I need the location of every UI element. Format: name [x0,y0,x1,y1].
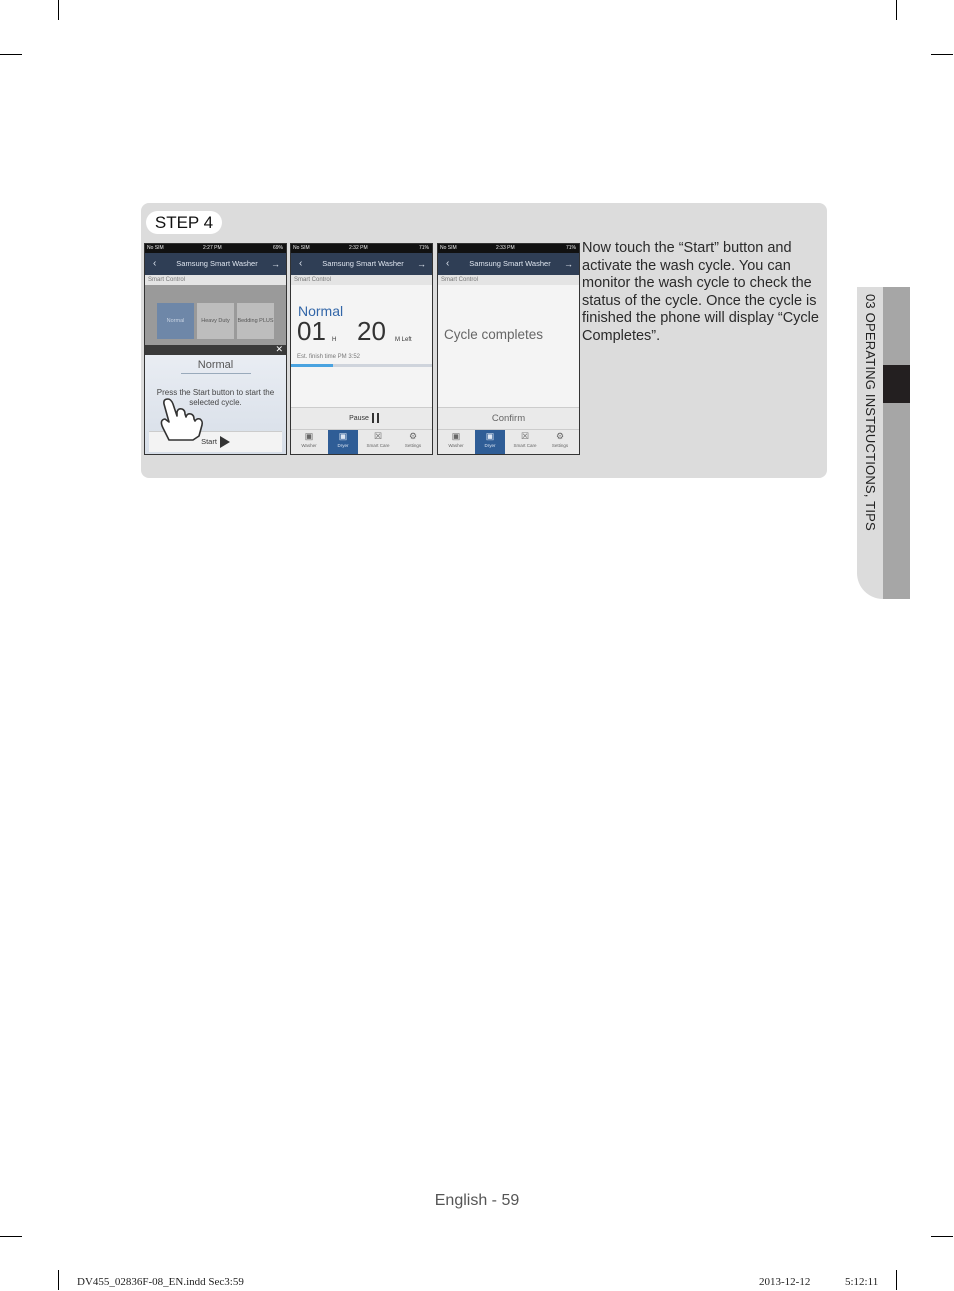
close-icon[interactable]: ✕ [275,344,283,354]
phone-screen-start [144,243,287,455]
dryer-icon: ▣ [485,431,495,441]
confirm-button[interactable]: Confirm [438,407,579,430]
page-number: English - 59 [434,1192,520,1209]
dryer-icon: ▣ [338,431,348,441]
tab-label: Smart Care [366,443,390,448]
gear-icon: ⚙ [555,431,565,441]
status-bar [291,244,432,253]
menu-arrow-icon[interactable]: → [564,259,573,269]
crop-mark [0,54,22,55]
slug-file: DV455_02836F-08_EN.indd Sec3:59 [77,1276,244,1288]
section-header: Smart Control [145,275,286,285]
start-label: Start [201,437,217,446]
washer-icon: ▣ [304,431,314,441]
carrier-text: No SIM [440,245,457,251]
cycle-complete-message: Cycle completes [444,327,544,342]
slug-time: 5:12:11 [845,1276,879,1288]
progress-fill [291,364,333,367]
option-heavy-duty[interactable]: Heavy Duty [197,303,234,339]
crop-mark [931,1236,953,1237]
crop-mark [896,0,897,20]
tab-label: Washer [448,443,464,448]
progress-bar [291,364,432,367]
tab-settings[interactable] [398,430,428,454]
pause-button[interactable] [291,407,432,430]
section-header: Smart Control [291,275,432,285]
popup-header [145,345,286,355]
hours-remaining: 01 [297,316,326,346]
status-bar [438,244,579,253]
tab-smart-care[interactable] [363,430,393,454]
tab-label: Dryer [337,443,349,448]
minutes-unit: M Left [395,337,412,343]
chapter-tab-edge [883,287,910,599]
cycle-name: Normal [298,303,344,319]
finish-time: Est. finish time PM 3:52 [297,354,361,360]
battery-text: 71% [418,245,429,251]
step-description: Now touch the “Start” button and activate the wash cycle. You can monitor the wash cycle to check the status of the cycle. Once the cycle is finished the phone will display “Cycle Completes”. [582,240,819,344]
chapter-marker [883,365,910,403]
hours-unit: H [332,337,337,343]
step-label: STEP 4 [146,211,222,234]
tab-dryer[interactable] [328,430,358,454]
nav-title: Samsung Smart Washer [322,259,404,268]
tab-label: Settings [551,443,569,448]
chevron-left-icon[interactable]: ‹ [446,258,450,269]
tab-label: Washer [301,443,317,448]
crop-mark [58,1270,59,1290]
tab-bar [291,429,432,454]
crop-mark [0,1236,22,1237]
nav-title: Samsung Smart Washer [176,259,258,268]
play-icon [220,436,230,448]
cycle-options [145,285,286,345]
minutes-remaining: 20 [357,316,386,346]
pointing-hand-icon [155,392,211,442]
chapter-title: 03 OPERATING INSTRUCTIONS, TIPS [863,294,878,531]
popup-message: Press the Start button to start the selected cycle. [156,388,275,407]
chevron-left-icon[interactable]: ‹ [299,258,303,269]
phone-screen-progress [290,243,433,455]
status-bar [145,244,286,253]
nav-bar [291,253,432,275]
tab-washer[interactable] [294,430,324,454]
battery-text: 71% [565,245,576,251]
washer-icon: ▣ [451,431,461,441]
status-time: 2:32 PM [349,245,368,251]
option-bedding-plus[interactable]: Bedding PLUS [237,303,274,339]
popup-title: Normal [145,359,286,374]
nav-bar [145,253,286,275]
tab-bar [438,429,579,454]
carrier-text: No SIM [147,245,164,251]
pause-label: Pause [349,415,369,422]
carrier-text: No SIM [293,245,310,251]
option-normal[interactable]: Normal [157,303,194,339]
battery-text: 69% [272,245,283,251]
crop-mark [58,0,59,20]
tab-label: Settings [404,443,422,448]
tab-label: Dryer [484,443,496,448]
tab-dryer[interactable] [475,430,505,454]
pause-icon [372,413,374,423]
menu-arrow-icon[interactable]: → [417,259,426,269]
slug-date: 2013-12-12 [759,1276,811,1288]
status-time: 2:33 PM [496,245,515,251]
smart-care-icon: ☒ [373,431,383,441]
chevron-left-icon[interactable]: ‹ [153,258,157,269]
tab-washer[interactable] [441,430,471,454]
nav-bar [438,253,579,275]
phone-screen-complete [437,243,580,455]
crop-mark [931,54,953,55]
menu-arrow-icon[interactable]: → [271,259,280,269]
tab-smart-care[interactable] [510,430,540,454]
status-time: 2:27 PM [203,245,222,251]
smart-care-icon: ☒ [520,431,530,441]
gear-icon: ⚙ [408,431,418,441]
nav-title: Samsung Smart Washer [469,259,551,268]
tab-settings[interactable] [545,430,575,454]
section-header: Smart Control [438,275,579,285]
crop-mark [896,1270,897,1290]
tab-label: Smart Care [513,443,537,448]
